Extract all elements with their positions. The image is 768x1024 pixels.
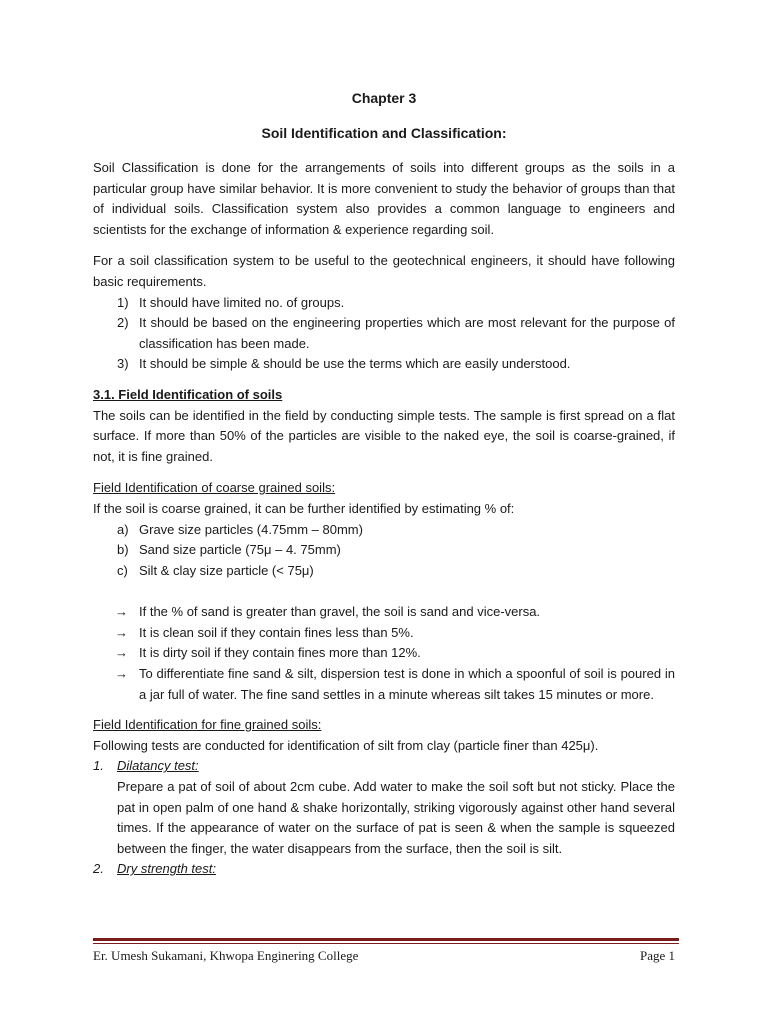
list-item-text: Silt & clay size particle (< 75μ) (139, 562, 314, 578)
list-item (93, 664, 675, 705)
list-item-text: It is dirty soil if they contain fines more than 12%. (139, 645, 421, 661)
footer-author: Er. Umesh Sukamani, Khwopa Enginering College (93, 948, 359, 963)
list-item (93, 602, 675, 623)
list-marker: 2) (117, 315, 129, 331)
test-title: Dilatancy test: (117, 758, 199, 774)
document-body (93, 158, 675, 880)
list-marker: 1) (117, 294, 129, 310)
section-heading: 3.1. Field Identification of soils (93, 386, 283, 402)
list-marker: a) (117, 521, 129, 537)
list-item (93, 540, 675, 561)
list-item (93, 293, 675, 314)
coarse-notes (93, 602, 675, 705)
subsection-heading-coarse: Field Identification of coarse grained soils: (93, 480, 336, 496)
fine-intro: Following tests are conducted for identification of silt from clay (particle finer than 425μ). (93, 737, 599, 753)
list-item (93, 520, 675, 541)
coarse-intro: If the soil is coarse grained, it can be further identified by estimating % of: (93, 500, 515, 516)
list-item-text: If the % of sand is greater than gravel, the soil is sand and vice-versa. (139, 604, 541, 620)
list-marker: 2. (93, 861, 104, 877)
list-item-text: It is clean soil if they contain fines less than 5%. (139, 624, 414, 640)
list-item (93, 561, 675, 582)
requirements-intro: For a soil classification system to be useful to the geotechnical engineers, it should have following basic requirements. (93, 253, 675, 289)
list-marker: b) (117, 542, 129, 558)
intro-paragraph: Soil Classification is done for the arrangements of soils into different groups as the soils in a particular group have similar behavior. It is more convenient to study the behavior of groups than that of individual soils. Classification system also provides a common language to engineers and scientists for the exchange of information & experience regarding soil. (93, 160, 675, 237)
test-title: Dry strength test: (117, 861, 216, 877)
coarse-list (93, 520, 675, 582)
footer-rule (93, 938, 679, 941)
arrow-icon: → (115, 645, 128, 661)
list-item-text: To differentiate fine sand & silt, dispersion test is done in which a spoonful of soil is poured in a jar full of water. The fine sand settles in a minute whereas silt takes 15 minutes or more. (139, 666, 675, 702)
list-item-text: It should be based on the engineering properties which are most relevant for the purpose of classification has been made. (139, 315, 675, 351)
list-item-text: It should be simple & should be use the terms which are easily understood. (139, 356, 571, 372)
list-item (93, 313, 675, 354)
section-paragraph: The soils can be identified in the field by conducting simple tests. The sample is first spread on a flat surface. If more than 50% of the particles are visible to the naked eye, the soil is coarse-grained, if not, it is fine grained. (93, 407, 675, 464)
list-marker: 1. (93, 758, 104, 774)
page-number: Page 1 (639, 948, 675, 963)
list-item (93, 354, 675, 375)
list-item-text: Grave size particles (4.75mm – 80mm) (139, 521, 363, 537)
list-item-text: Sand size particle (75μ – 4. 75mm) (139, 542, 341, 558)
subsection-heading-fine: Field Identification for fine grained soils: (93, 717, 322, 733)
test-description: Prepare a pat of soil of about 2cm cube. Add water to make the soil soft but not sticky. Place the pat in open palm of one hand & shake horizontally, striking vigorously against other hand several times. If the appearance of water on the surface of pat is seen & when the sample is squeezed between the finger, the water disappears from the surface, then the soil is silt. (117, 779, 675, 856)
footer-rule (93, 943, 679, 944)
list-marker: c) (117, 562, 128, 578)
requirements-list (93, 293, 675, 375)
arrow-icon: → (115, 604, 128, 620)
list-item (93, 859, 675, 880)
fine-tests-list (93, 756, 675, 880)
list-item (93, 643, 675, 664)
arrow-icon: → (115, 624, 128, 640)
list-marker: 3) (117, 356, 129, 372)
arrow-icon: → (115, 666, 128, 682)
page-title: Soil Identification and Classification: (261, 125, 507, 141)
list-item (93, 623, 675, 644)
list-item-text: It should have limited no. of groups. (139, 294, 345, 310)
chapter-label: Chapter 3 (351, 90, 417, 106)
list-item (93, 756, 675, 859)
